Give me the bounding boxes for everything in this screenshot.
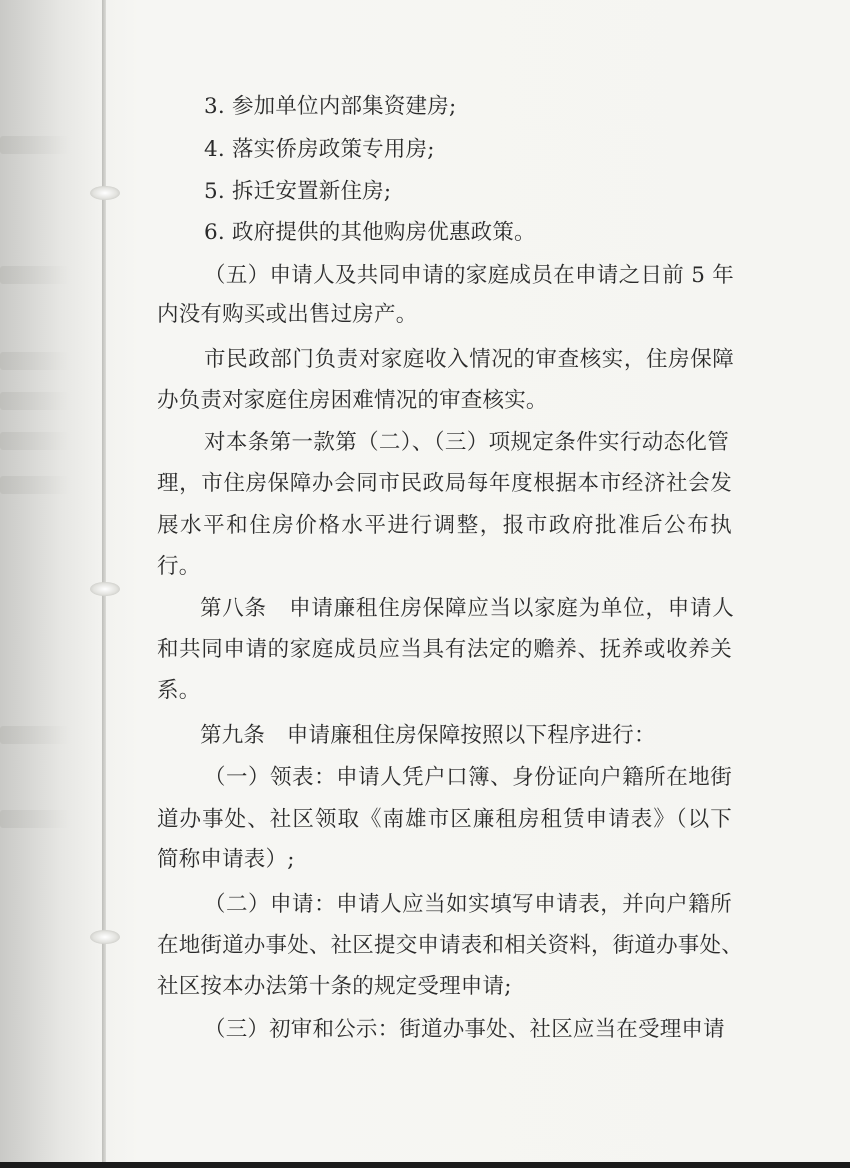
- text-line: 第九条 申请廉租住房保障按照以下程序进行：: [200, 723, 656, 748]
- text-line: 简称申请表）;: [157, 847, 295, 872]
- text-line: 市民政部门负责对家庭收入情况的审查核实，住房保障: [204, 347, 734, 372]
- text-line: 和共同申请的家庭成员应当具有法定的赡养、抚养或收养关: [157, 637, 732, 662]
- text-line: 办负责对家庭住房困难情况的审查核实。: [157, 388, 548, 413]
- text-line: 对本条第一款第（二）、（三）项规定条件实行动态化管: [204, 430, 729, 455]
- text-line: 内没有购买或出售过房产。: [157, 302, 418, 327]
- text-line: （二）申请：申请人应当如实填写申请表，并向户籍所: [204, 892, 732, 917]
- text-line: 6. 政府提供的其他购房优惠政策。: [204, 220, 536, 245]
- text-line: 展水平和住房价格水平进行调整，报市政府批准后公布执: [157, 513, 732, 538]
- text-line: 道办事处、社区领取《南雄市区廉租房租赁申请表》（以下: [157, 807, 732, 832]
- text-line: 3. 参加单位内部集资建房;: [204, 94, 457, 119]
- text-line: 5. 拆迁安置新住房;: [204, 179, 392, 204]
- scan-bottom-edge: [0, 1162, 850, 1168]
- text-line: （三）初审和公示：街道办事处、社区应当在受理申请: [204, 1017, 725, 1042]
- text-line: 社区按本办法第十条的规定受理申请;: [157, 974, 512, 999]
- text-line: （五）申请人及共同申请的家庭成员在申请之日前 5 年: [204, 263, 734, 288]
- text-line: （一）领表：申请人凭户口簿、身份证向户籍所在地街: [204, 765, 732, 790]
- text-line: 第八条 申请廉租住房保障应当以家庭为单位，申请人: [200, 596, 734, 621]
- text-line: 在地街道办事处、社区提交申请表和相关资料，街道办事处、: [157, 933, 743, 958]
- text-line: 4. 落实侨房政策专用房;: [204, 137, 435, 162]
- text-line: 理，市住房保障办会同市民政局每年度根据本市经济社会发: [157, 471, 732, 496]
- text-line: 系。: [157, 678, 201, 703]
- text-line: 行。: [157, 554, 201, 579]
